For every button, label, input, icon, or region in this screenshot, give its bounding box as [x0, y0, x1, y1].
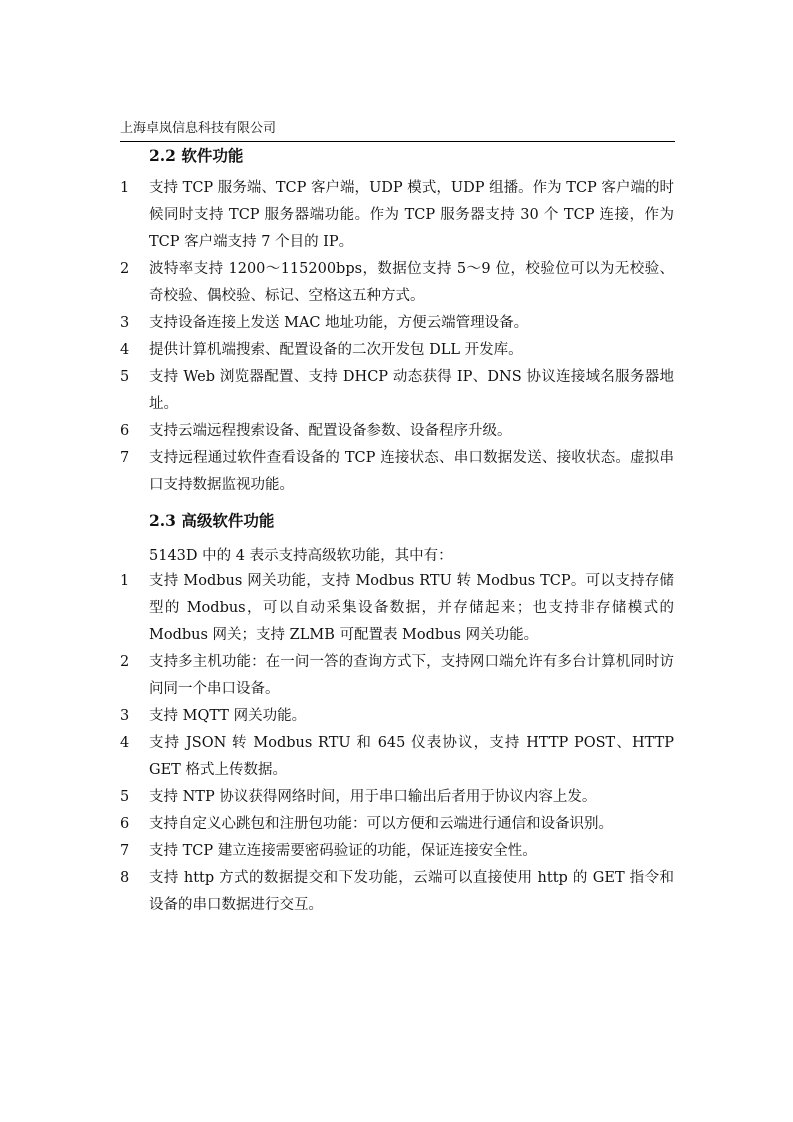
- item-number: 2: [120, 261, 130, 277]
- item-text: 支持 MQTT 网关功能。: [149, 708, 307, 724]
- software-feature-list: [120, 175, 680, 499]
- list-item: [120, 337, 680, 364]
- item-number: 3: [120, 708, 130, 724]
- item-number: 1: [120, 180, 130, 196]
- company-name: 上海卓岚信息科技有限公司: [120, 121, 277, 136]
- list-item: [120, 730, 680, 784]
- item-text: 支持设备连接上发送 MAC 地址功能，方便云端管理设备。: [149, 315, 529, 331]
- item-text: 支持 NTP 协议获得网络时间，用于串口输出后者用于协议内容上发。: [149, 789, 597, 805]
- section-title-software: 2.2 软件功能: [149, 146, 244, 165]
- item-text: 支持自定义心跳包和注册包功能：可以方便和云端进行通信和设备识别。: [149, 816, 613, 832]
- item-number: 3: [120, 315, 130, 331]
- list-item: [120, 784, 680, 811]
- section-intro: 5143D 中的 4 表示支持高级软功能，其中有：: [149, 548, 453, 564]
- item-number: 8: [120, 870, 130, 886]
- item-number: 4: [120, 342, 130, 358]
- item-text: 支持 JSON 转 Modbus RTU 和 645 仪表协议，支持 HTTP POST、HTTP GET 格式上传数据。: [149, 735, 674, 778]
- page-header: [120, 119, 675, 142]
- item-text: 支持云端远程搜索设备、配置设备参数、设备程序升级。: [149, 423, 512, 439]
- item-number: 5: [120, 369, 130, 385]
- list-item: [120, 811, 680, 838]
- list-item: [120, 418, 680, 445]
- item-number: 6: [120, 423, 130, 439]
- item-number: 7: [120, 843, 130, 859]
- item-number: 2: [120, 654, 130, 670]
- list-item: [120, 364, 680, 418]
- item-number: 6: [120, 816, 130, 832]
- list-item: [120, 865, 680, 919]
- item-text: 支持 TCP 建立连接需要密码验证的功能，保证连接安全性。: [149, 843, 537, 859]
- item-text: 支持 TCP 服务端、TCP 客户端，UDP 模式，UDP 组播。作为 TCP 客户端的时候同时支持 TCP 服务器端功能。作为 TCP 服务器支持 30 个 TCP 连接，作为 TCP 客户端支持 7 个目的 IP。: [149, 180, 674, 250]
- item-text: 支持 Web 浏览器配置、支持 DHCP 动态获得 IP、DNS 协议连接域名服务器地址。: [149, 369, 674, 412]
- advanced-feature-list: [120, 568, 680, 919]
- item-text: 波特率支持 1200～115200bps，数据位支持 5～9 位，校验位可以为无校验、奇校验、偶校验、标记、空格这五种方式。: [149, 261, 674, 304]
- list-item: [120, 649, 680, 703]
- item-text: 提供计算机端搜索、配置设备的二次开发包 DLL 开发库。: [149, 342, 523, 358]
- section-title-advanced: 2.3 高级软件功能: [149, 511, 275, 530]
- item-text: 支持多主机功能：在一问一答的查询方式下，支持网口端允许有多台计算机同时访问同一个串口设备。: [149, 654, 674, 697]
- list-item: [120, 175, 680, 256]
- list-item: [120, 445, 680, 499]
- item-number: 7: [120, 450, 130, 466]
- item-number: 4: [120, 735, 130, 751]
- item-text: 支持 Modbus 网关功能，支持 Modbus RTU 转 Modbus TCP。可以支持存储型的 Modbus，可以自动采集设备数据，并存储起来；也支持非存储模式的 Modbus 网关；支持 ZLMB 可配置表 Modbus 网关功能。: [149, 573, 674, 643]
- item-text: 支持 http 方式的数据提交和下发功能，云端可以直接使用 http 的 GET 指令和设备的串口数据进行交互。: [149, 870, 674, 913]
- item-number: 1: [120, 573, 130, 589]
- list-item: [120, 256, 680, 310]
- list-item: [120, 838, 680, 865]
- list-item: [120, 310, 680, 337]
- item-number: 5: [120, 789, 130, 805]
- item-text: 支持远程通过软件查看设备的 TCP 连接状态、串口数据发送、接收状态。虚拟串口支持数据监视功能。: [149, 450, 674, 493]
- list-item: [120, 568, 680, 649]
- list-item: [120, 703, 680, 730]
